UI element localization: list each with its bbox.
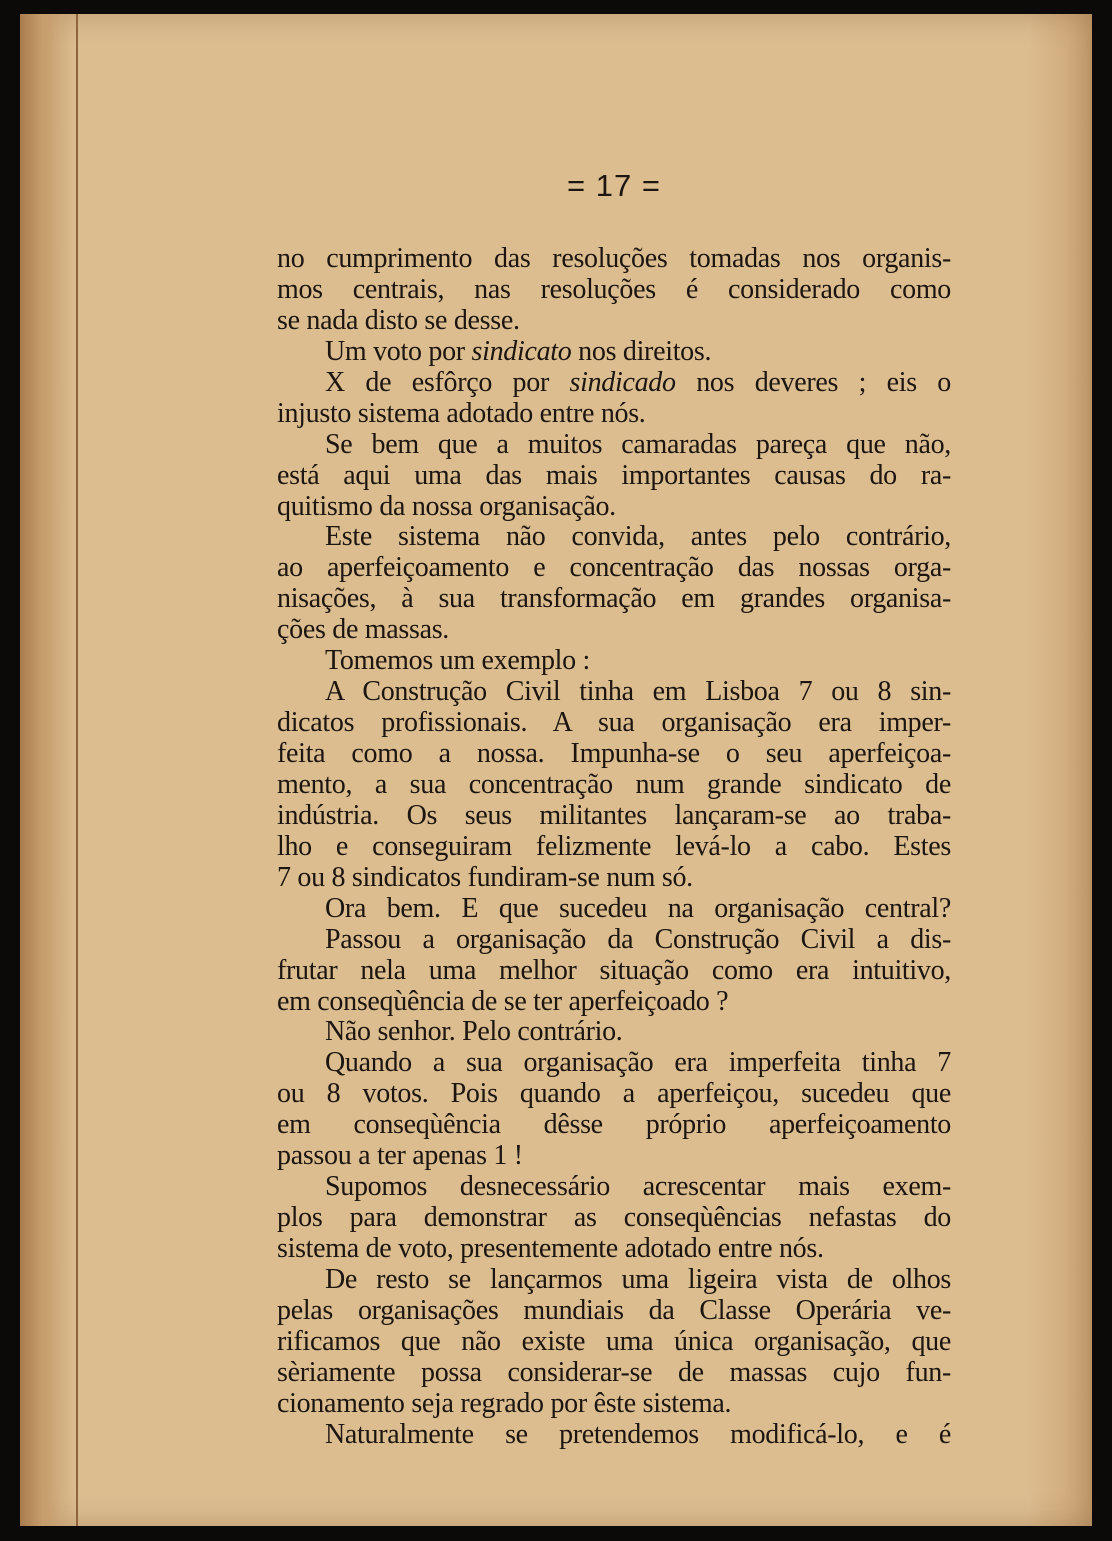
text-line: Este sistema não convida, antes pelo contrário, [325, 521, 951, 553]
text-line: nisações, à sua transformação em grandes organisa- [277, 583, 951, 615]
text-run: nos deveres ; eis o [675, 366, 951, 398]
text-line: plos para demonstrar as conseqùências nefastas do [277, 1202, 951, 1234]
text-line: frutar nela uma melhor situação como era intuitivo, [277, 954, 951, 986]
body-text [277, 244, 951, 1451]
text-run: Um voto por [325, 335, 472, 367]
page-spine-edge [20, 14, 78, 1526]
text-line: se nada disto se desse. [277, 304, 520, 336]
text-line: Naturalmente se pretendemos modificá-lo, e é [325, 1418, 951, 1450]
text-line: Passou a organisação da Construção Civil a dis- [325, 923, 951, 955]
text-line: dicatos profissionais. A sua organisação era imper- [277, 707, 951, 739]
italic-text: sindicato [471, 335, 572, 367]
text-line: está aqui uma das mais importantes causas do ra- [277, 459, 951, 491]
text-line: lho e conseguiram felizmente levá-lo a cabo. Estes [277, 830, 951, 862]
text-line: ou 8 votos. Pois quando a aperfeiçou, sucedeu que [277, 1078, 951, 1110]
text-line: injusto sistema adotado entre nós. [277, 397, 646, 429]
text-line: Ora bem. E que sucedeu na organisação central? [325, 892, 951, 924]
text-line: ao aperfeiçoamento e concentração das nossas orga- [277, 552, 951, 584]
text-line: quitismo da nossa organisação. [277, 490, 616, 522]
text-run: nos direitos. [571, 335, 712, 367]
text-line: sèriamente possa considerar-se de massas cujo fun- [277, 1356, 951, 1388]
text-line [277, 337, 951, 368]
text-line: 7 ou 8 sindicatos fundiram-se num só. [277, 861, 693, 893]
text-line: A Construção Civil tinha em Lisboa 7 ou 8 sin- [325, 676, 951, 708]
text-line: em conseqùência de se ter aperfeiçoado ? [277, 985, 729, 1017]
text-line: Não senhor. Pelo contrário. [325, 1016, 623, 1048]
text-line: mento, a sua concentração num grande sindicato de [277, 768, 951, 800]
text-line: Tomemos um exemplo : [325, 645, 591, 677]
text-line: feita como a nossa. Impunha-se o seu aperfeiçoa- [277, 738, 951, 769]
text-line: no cumprimento das resoluções tomadas nos organis- [277, 243, 951, 274]
text-line [277, 368, 951, 399]
text-line: Supomos desnecessário acrescentar mais exem- [325, 1171, 951, 1203]
text-line: mos centrais, nas resoluções é considerado como [277, 273, 951, 305]
text-line: passou a ter apenas 1 ! [277, 1140, 523, 1172]
text-line: indústria. Os seus militantes lançaram-se ao traba- [277, 799, 951, 831]
text-line: cionamento seja regrado por êste sistema. [277, 1387, 732, 1419]
text-run: X de esfôrço por [325, 366, 570, 398]
text-line: Quando a sua organisação era imperfeita tinha 7 [325, 1047, 951, 1079]
text-line: Se bem que a muitos camaradas pareça que não, [325, 428, 951, 460]
page-number: = 17 = [567, 168, 661, 203]
book-page [20, 14, 1092, 1526]
text-line: pelas organisações mundiais da Classe Operária ve- [277, 1294, 951, 1326]
text-line: De resto se lançarmos uma ligeira vista de olhos [325, 1263, 951, 1295]
text-line: rificamos que não existe uma única organisação, que [277, 1325, 951, 1357]
italic-text: sindicado [569, 366, 676, 398]
text-line: ções de massas. [277, 614, 450, 646]
text-line: em conseqùência dêsse próprio aperfeiçoamento [277, 1109, 951, 1141]
text-line: sistema de voto, presentemente adotado entre nós. [277, 1233, 824, 1264]
